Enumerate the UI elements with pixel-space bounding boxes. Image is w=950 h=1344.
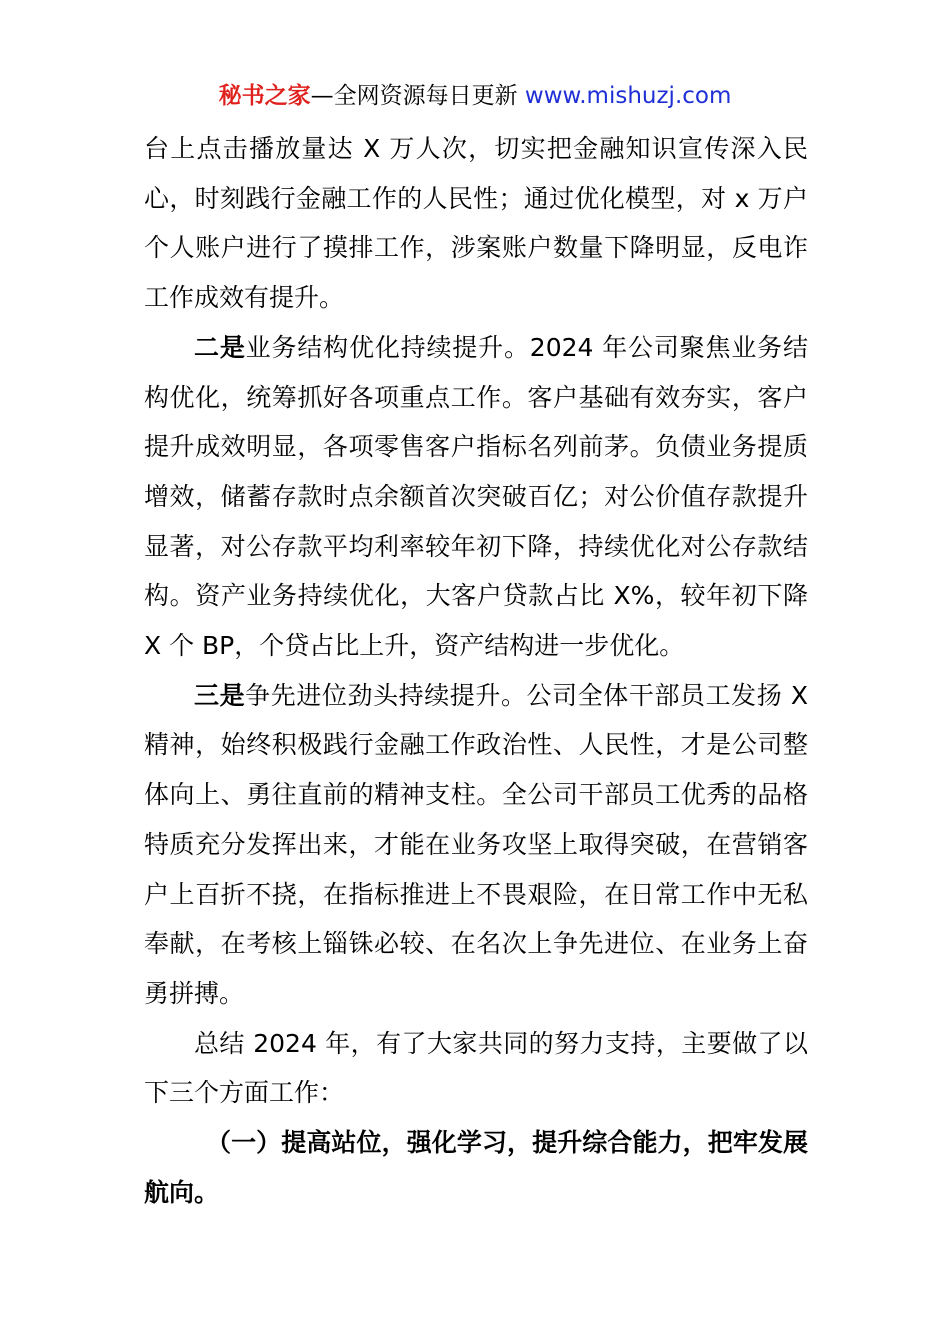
paragraph-continuation: 台上点击播放量达 X 万人次，切实把金融知识宣传深入民心，时刻践行金融工作的人民性；通过优化模型，对 x 万户个人账户进行了摸排工作，涉案账户数量下降明显，反电诈工作成效有提升。 — [144, 134, 808, 313]
paragraph-third-point — [144, 671, 808, 1019]
header-tagline: —全网资源每日更新 — [310, 83, 518, 109]
section-heading: （一）提高站位，强化学习，提升综合能力，把牢发展航向。 — [144, 1128, 808, 1207]
paragraph-text: 争先进位劲头持续提升。公司全体干部员工发扬 X 精神，始终积极践行金融工作政治性、人民性，才是公司整体向上、勇往直前的精神支柱。全公司干部员工优秀的品格特质充分发挥出来，才能在业务攻坚上取得突破，在营销客户上百折不挠，在指标推进上不畏艰险，在日常工作中无私奉献，在考核上锱铢必较、在名次上争先进位、在业务上奋勇拼搏。 — [144, 680, 808, 1008]
page-header — [0, 80, 950, 112]
header-url-link[interactable]: www.mishuzj.com — [524, 83, 732, 109]
header-brand: 秘书之家 — [218, 83, 311, 109]
paragraph-lead-label: 二是 — [194, 332, 246, 362]
paragraph-lead-label: 三是 — [194, 680, 246, 710]
paragraph-summary: 总结 2024 年，有了大家共同的努力支持，主要做了以下三个方面工作： — [144, 1028, 808, 1108]
document-body — [144, 124, 808, 1217]
paragraph-second-point — [144, 323, 808, 671]
paragraph-text: 业务结构优化持续提升。2024 年公司聚焦业务结构优化，统筹抓好各项重点工作。客户基础有效夯实，客户提升成效明显，各项零售客户指标名列前茅。负债业务提质增效，储蓄存款时点余额首次突破百亿；对公价值存款提升显著，对公存款平均利率较年初下降，持续优化对公存款结构。资产业务持续优化，大客户贷款占比 X%，较年初下降 X 个 BP，个贷占比上升，资产结构进一步优化。 — [144, 332, 808, 661]
